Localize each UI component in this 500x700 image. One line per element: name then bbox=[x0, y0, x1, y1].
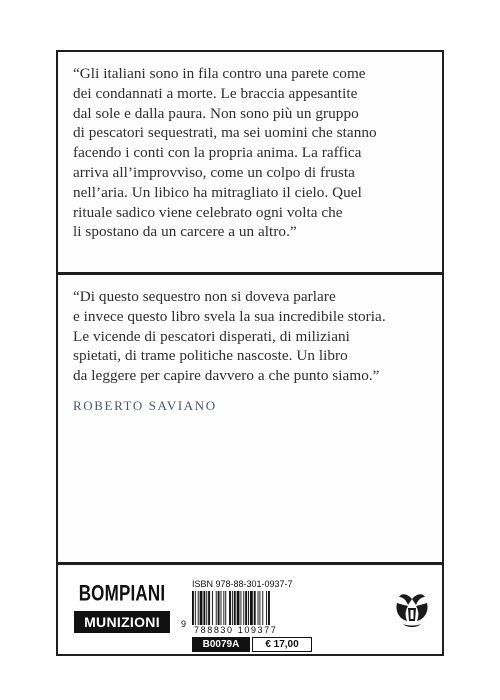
ean-digits: 788830 109377 bbox=[194, 625, 278, 635]
publisher-logo bbox=[74, 583, 170, 639]
quote-line: arriva all’improvviso, come un colpo di frusta bbox=[73, 163, 355, 181]
quote-panel-top bbox=[56, 50, 444, 274]
quote-text-top bbox=[73, 64, 433, 242]
barcode-icon bbox=[192, 591, 312, 625]
barcode-bar bbox=[198, 591, 199, 625]
series-name: MUNIZIONI bbox=[74, 611, 170, 633]
barcode-bar bbox=[248, 591, 249, 625]
barcode-bar bbox=[268, 591, 270, 625]
quote-author: ROBERTO SAVIANO bbox=[73, 398, 217, 413]
barcode-bar bbox=[223, 591, 224, 625]
barcode-bar bbox=[221, 591, 222, 625]
quote-line: “Gli italiani sono in fila contro una parete come bbox=[73, 65, 366, 82]
ean-first-digit: 9 bbox=[181, 619, 187, 629]
barcode-bar bbox=[192, 591, 194, 625]
barcode-bar bbox=[195, 591, 196, 625]
barcode-bar bbox=[229, 591, 231, 625]
quote-line: Le vicende di pescatori disperati, di miliziani bbox=[73, 327, 350, 345]
barcode-bar bbox=[262, 591, 263, 625]
quote-line: facendo i conti con la propria anima. La raffica bbox=[73, 144, 362, 162]
barcode-bar bbox=[234, 591, 236, 625]
leaf-emblem-icon bbox=[393, 591, 431, 631]
barcode-bar bbox=[254, 591, 256, 625]
barcode-bar bbox=[225, 591, 226, 625]
barcode-bar bbox=[216, 591, 217, 625]
barcode-bar bbox=[240, 591, 241, 625]
quote-line: “Di questo sequestro non si doveva parlare bbox=[73, 288, 336, 305]
barcode-bar bbox=[200, 591, 203, 625]
barcode-bar bbox=[203, 591, 205, 625]
barcode-bar bbox=[212, 591, 213, 625]
publisher-name: BOMPIANI bbox=[74, 580, 170, 609]
barcode-bar bbox=[237, 591, 240, 625]
barcode-bar bbox=[218, 591, 220, 625]
quote-line: nell’aria. Un libico ha mitragliato il cielo. Quel bbox=[73, 183, 362, 201]
barcode-bar bbox=[232, 591, 233, 625]
quote-line: dal sole e dalla paura. Non sono più un gruppo bbox=[73, 104, 359, 122]
barcode-bar bbox=[259, 591, 260, 625]
barcode-bar bbox=[206, 591, 207, 625]
barcode-bar bbox=[208, 591, 210, 625]
quote-line: rituale sadico viene celebrato ogni volta che bbox=[73, 203, 343, 221]
price-label: € 17,00 bbox=[252, 637, 312, 652]
barcode-bar bbox=[243, 591, 244, 625]
footer-strip bbox=[56, 564, 444, 656]
barcode-bar bbox=[266, 591, 267, 625]
barcode-bar bbox=[245, 591, 247, 625]
quote-line: di pescatori sequestrati, ma sei uomini che stanno bbox=[73, 124, 377, 142]
isbn-text: ISBN 978-88-301-0937-7 bbox=[192, 579, 293, 589]
quote-line: da leggere per capire davvero a che punto siamo.” bbox=[73, 367, 380, 385]
barcode-bar bbox=[250, 591, 253, 625]
quote-panel-bottom bbox=[56, 274, 444, 564]
barcode-block bbox=[178, 579, 314, 650]
quote-text-bottom bbox=[73, 287, 433, 386]
quote-line: e invece questo libro svela la sua incredibile storia. bbox=[73, 307, 386, 325]
quote-line: li spostano da un carcere a un altro.” bbox=[73, 223, 297, 241]
barcode-bar bbox=[258, 591, 259, 625]
product-code: B0079A bbox=[192, 637, 250, 652]
quote-line: dei condannati a morte. Le braccia appesantite bbox=[73, 84, 358, 102]
quote-line: spietati, di trame politiche nascoste. Un libro bbox=[73, 347, 348, 365]
